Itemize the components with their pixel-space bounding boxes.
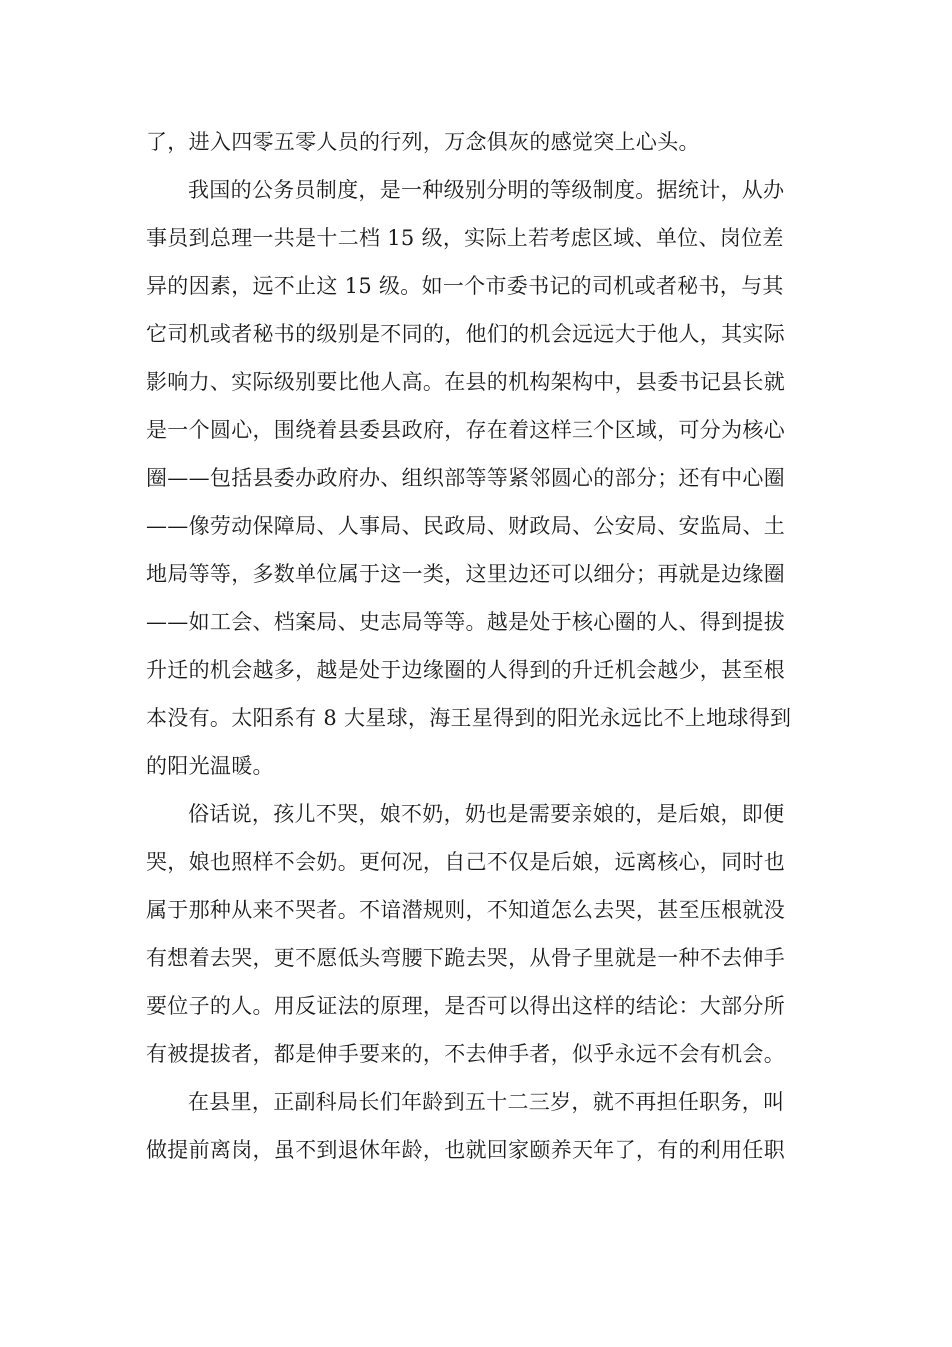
text-line: 在县里，正副科局长们年龄到五十二三岁，就不再担任职务，叫 xyxy=(188,1090,785,1114)
text-line: 地局等等，多数单位属于这一类，这里边还可以细分；再就是边缘圈 xyxy=(146,562,785,586)
text-line: 事员到总理一共是十二档 15 级，实际上若考虑区域、单位、岗位差 xyxy=(146,226,784,250)
text-line: ——像劳动保障局、人事局、民政局、财政局、公安局、安监局、土 xyxy=(146,514,785,538)
text-line: 异的因素，远不止这 15 级。如一个市委书记的司机或者秘书，与其 xyxy=(146,274,784,298)
text-line: 要位子的人。用反证法的原理，是否可以得出这样的结论：大部分所 xyxy=(146,994,785,1018)
text-line: 俗话说，孩儿不哭，娘不奶，奶也是需要亲娘的，是后娘，即便 xyxy=(188,802,785,826)
text-line: 本没有。太阳系有 8 大星球，海王星得到的阳光永远比不上地球得到 xyxy=(146,706,792,730)
text-line: 了，进入四零五零人员的行列，万念俱灰的感觉突上心头。 xyxy=(146,130,700,154)
text-line: 的阳光温暖。 xyxy=(146,754,274,778)
text-line: 有被提拔者，都是伸手要来的，不去伸手者，似乎永远不会有机会。 xyxy=(146,1042,785,1066)
text-line: 属于那种从来不哭者。不谙潜规则，不知道怎么去哭，甚至压根就没 xyxy=(146,898,785,922)
text-line: 哭，娘也照样不会奶。更何况，自己不仅是后娘，远离核心，同时也 xyxy=(146,850,785,874)
body-text xyxy=(146,118,811,1174)
text-line: 我国的公务员制度，是一种级别分明的等级制度。据统计，从办 xyxy=(188,178,785,202)
text-line: ——如工会、档案局、史志局等等。越是处于核心圈的人、得到提拔 xyxy=(146,610,785,634)
text-line: 升迁的机会越多，越是处于边缘圈的人得到的升迁机会越少，甚至根 xyxy=(146,658,785,682)
text-line: 是一个圆心，围绕着县委县政府，存在着这样三个区域，可分为核心 xyxy=(146,418,785,442)
text-line: 它司机或者秘书的级别是不同的，他们的机会远远大于他人，其实际 xyxy=(146,322,785,346)
text-line: 圈——包括县委办政府办、组织部等等紧邻圆心的部分；还有中心圈 xyxy=(146,466,785,490)
text-line: 做提前离岗，虽不到退休年龄，也就回家颐养天年了，有的利用任职 xyxy=(146,1138,785,1162)
text-line: 有想着去哭，更不愿低头弯腰下跪去哭，从骨子里就是一种不去伸手 xyxy=(146,946,785,970)
text-line: 影响力、实际级别要比他人高。在县的机构架构中，县委书记县长就 xyxy=(146,370,785,394)
